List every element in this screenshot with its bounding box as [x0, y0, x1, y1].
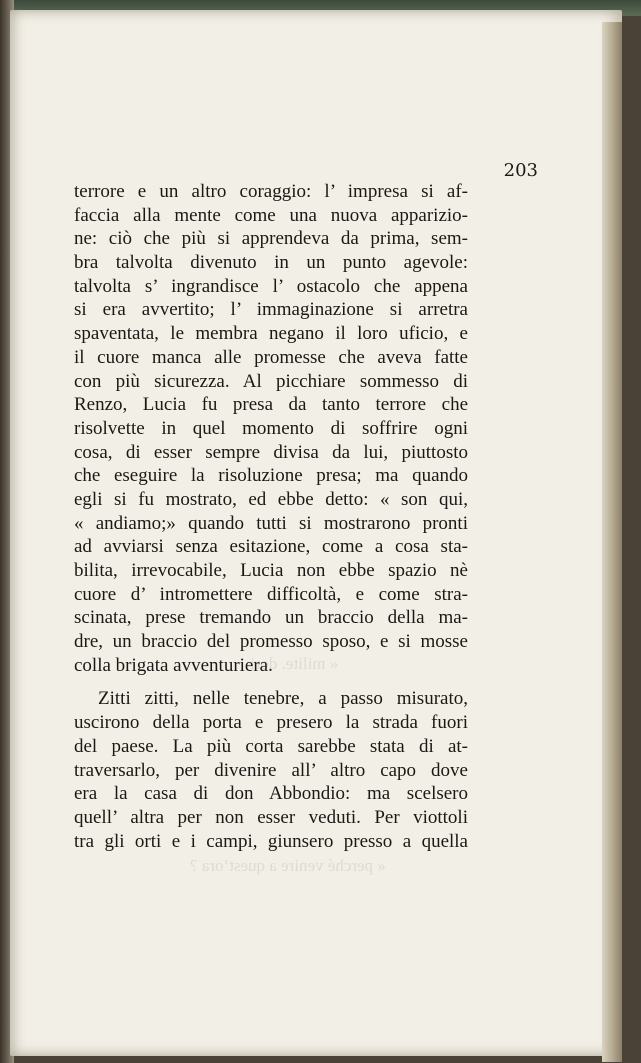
show-through-text: « perché venire a quest’ora ?: [190, 856, 386, 875]
paragraph-2: [74, 687, 468, 853]
text-line: Zitti zitti, nelle tenebre, a passo misurato,: [98, 688, 468, 710]
text-line: bilita, irrevocabile, Lucia non ebbe spazio nè: [74, 560, 468, 581]
text-line: bra talvolta divenuto in un punto agevole:: [74, 252, 468, 274]
page-number: 203: [503, 160, 538, 181]
text-line: uscirono della porta e presero la strada fuori: [74, 712, 468, 734]
text-line: era la casa di don Abbondio: ma scelsero: [74, 783, 468, 805]
text-line: il cuore manca alle promesse che aveva fatte: [74, 346, 468, 368]
text-line: che eseguire la risoluzione presa; ma quando: [74, 465, 468, 487]
show-through-text: « milite. dori: [250, 654, 339, 673]
text-line: spaventata, le membra negano il loro uficio, e: [74, 323, 468, 345]
text-line: egli si fu mostrato, ed ebbe detto: « son qui,: [74, 488, 468, 510]
text-line: colla brigata avventuriera.: [74, 654, 273, 676]
text-line: cuore d’ intromettere difficoltà, e come stra-: [74, 583, 468, 605]
text-line: ne: ciò che più si apprendeva da prima, sem-: [74, 228, 468, 250]
text-line: risolvette in quel momento di soffrire ogni: [74, 417, 468, 439]
text-line: Renzo, Lucia fu presa da tanto terrore che: [74, 394, 468, 416]
text-line: del paese. La più corta sarebbe stata di at-: [74, 735, 468, 757]
text-line: cosa, di esser sempre divisa da lui, piuttosto: [74, 441, 468, 463]
page-right-edge: [602, 22, 622, 1062]
text-line: scinata, prese tremando un braccio della ma-: [74, 607, 468, 629]
text-line: terrore e un altro coraggio: l’ impresa si af-: [74, 181, 468, 202]
text-line: traversarlo, per divenire all’ altro capo dove: [74, 759, 468, 781]
body-text: [74, 180, 468, 853]
text-line: faccia alla mente come una nuova apparizio-: [74, 204, 468, 226]
text-line: tra gli orti e i campi, giunsero presso a quella: [74, 830, 468, 852]
text-line: talvolta s’ ingrandisce l’ ostacolo che appena: [74, 275, 468, 297]
text-line: quell’ altra per non esser veduti. Per viottoli: [74, 806, 468, 828]
text-line: si era avvertito; l’ immaginazione si arretra: [74, 299, 468, 321]
text-line: ad avviarsi senza esitazione, come a cosa sta-: [74, 536, 468, 558]
text-line: « andiamo;» quando tutti si mostrarono pronti: [74, 512, 468, 534]
text-line: dre, un braccio del promesso sposo, e si mosse: [74, 631, 468, 653]
paragraph-gap: [74, 677, 468, 687]
paragraph-1: [74, 180, 468, 677]
text-line: con più sicurezza. Al picchiare sommesso di: [74, 370, 468, 392]
